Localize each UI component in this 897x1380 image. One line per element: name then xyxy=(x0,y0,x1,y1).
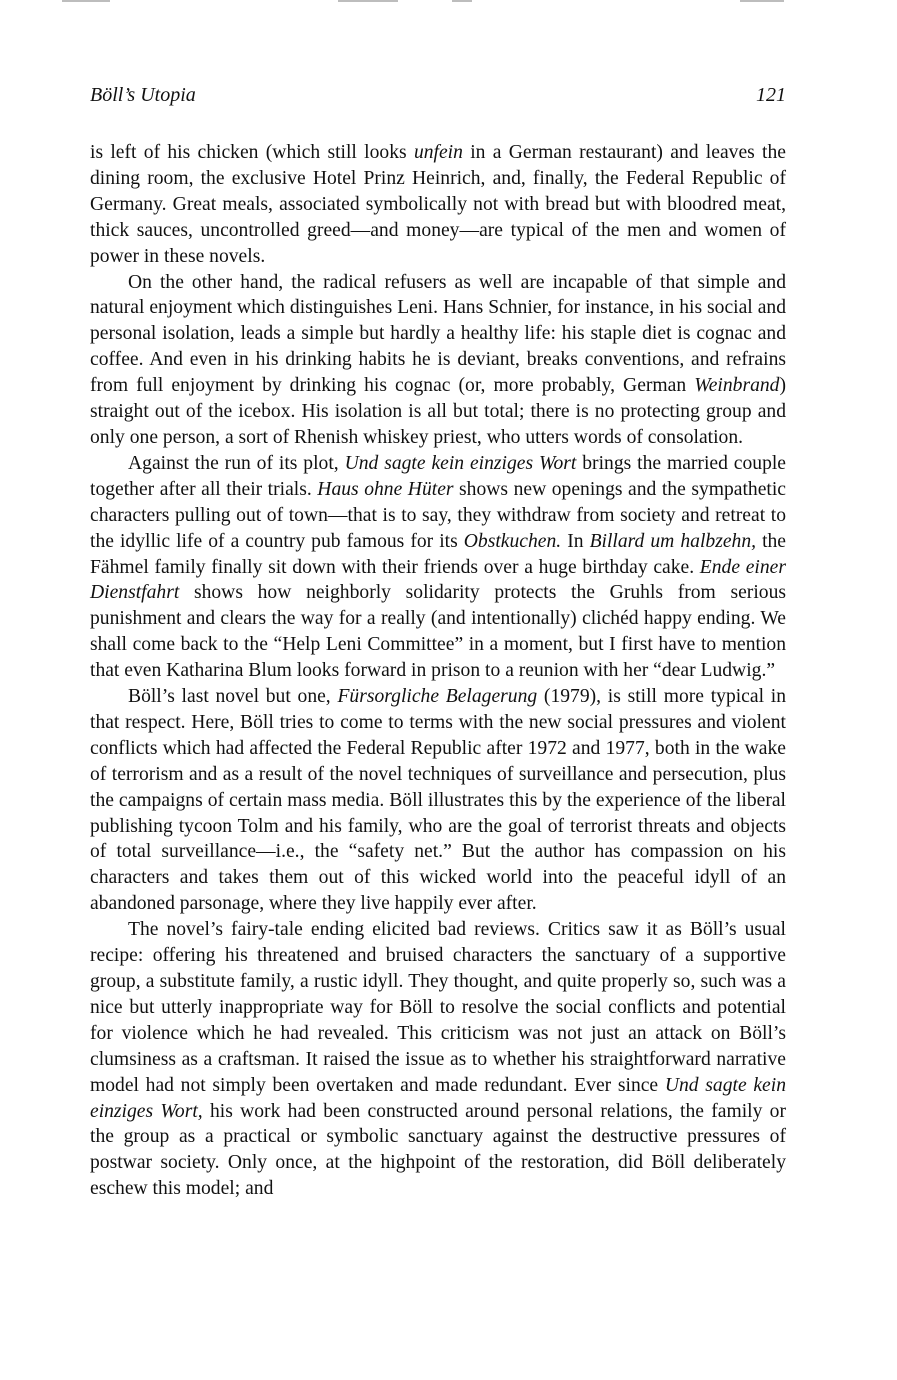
page-header xyxy=(90,84,786,118)
top-rule-center-right xyxy=(452,0,472,2)
text-run: Against the run of its plot, xyxy=(128,452,345,474)
italic-title: Ende einer Dienstfahrt xyxy=(90,556,786,604)
text-run: shows how neighborly solidarity protects the Gruhls from serious punishment and clears the way for a really (and intentionally) clichéd happy ending. We shall come back to the “Help Leni Committee” in a moment, but I first have to mention that even Katharina Blum looks forward in prison to a reunion with her “dear Ludwig.” xyxy=(90,582,786,682)
text-run: the Fähmel family finally sit down with their friends over a huge birthday cake. xyxy=(90,530,787,578)
italic-title: Und sagte kein einziges Wort, xyxy=(90,1074,786,1122)
text-run: his work had been constructed around personal relations, the family or the group as a practical or symbolic sanctuary against the destructive pressures of postwar society. Only once, at the highpoint of the restoration, did Böll deliberately eschew this model; and xyxy=(90,1100,786,1200)
italic-title: Haus ohne Hüter xyxy=(317,478,454,500)
paragraph xyxy=(90,917,786,1202)
text-run: (1979), is still more typical in that respect. Here, Böll tries to come to terms with the new social pressures and violent conflicts which had affected the Federal Republic after 1972 and 1977, both in the wake of terrorism and as a result of the novel techniques of surveillance and persecution, plus the campaigns of certain mass media. Böll illustrates this by the experience of the liberal publishing tycoon Tolm and his family, who are the goal of terrorist threats and objects of total surveillance—i.e., the “safety net.” But the author has compassion on his characters and takes them out of this wicked world into the peaceful idyll of an abandoned parsonage, where they live happily ever after. xyxy=(90,686,786,915)
text-run: ) straight out of the icebox. His isolation is all but total; there is no protecting group and only one person, a sort of Rhenish whiskey priest, who utters words of consolation. xyxy=(90,375,786,448)
top-rule-center xyxy=(338,0,398,2)
text-run: In xyxy=(561,530,590,552)
paragraph xyxy=(90,270,786,451)
page-number: 121 xyxy=(756,84,786,106)
book-page xyxy=(90,84,786,1202)
italic-title: Weinbrand xyxy=(694,375,780,397)
paragraph xyxy=(90,140,786,270)
text-run: brings the married couple together after all their trials. xyxy=(90,452,787,500)
text-run: shows new openings and the sympathetic characters pulling out of town—that is to say, they withdraw from society and retreat to the idyllic life of a country pub famous for its xyxy=(90,478,786,552)
top-rule-left xyxy=(62,0,110,2)
top-rule-right xyxy=(740,0,784,2)
text-run: is left of his chicken (which still looks xyxy=(90,142,414,163)
text-run: Böll’s last novel but one, xyxy=(128,686,338,708)
italic-title: Und sagte kein einziges Wort xyxy=(344,452,577,474)
text-run: in a German restaurant) and leaves the dining room, the exclusive Hotel Prinz Heinrich, and, finally, the Federal Republic of Germany. Great meals, associated symbolically not with bread but with bloodred meat, thick sauces, uncontrolled greed—and money—are typical of the men and women of power in these novels. xyxy=(90,142,786,267)
italic-title: Billard um halbzehn, xyxy=(589,530,757,552)
text-run: On the other hand, the radical refusers as well are incapable of that simple and natural enjoyment which distinguishes Leni. Hans Schnier, for instance, in his social and personal isolation, leads a simple but hardly a healthy life: his staple diet is cognac and coffee. And even in his drinking habits he is deviant, breaks conventions, and refrains from full enjoyment by drinking his cognac (or, more probably, German xyxy=(90,271,786,397)
text-run: The novel’s fairy-tale ending elicited bad reviews. Critics saw it as Böll’s usual recipe: offering his threatened and bruised characters the sanctuary of a supportive group, a substitute family, a rustic idyll. They thought, and quite properly so, such was a nice but utterly inappropriate way for Böll to resolve the social conflicts and potential for violence which he had revealed. This criticism was not just an attack on Böll’s clumsiness as a craftsman. It raised the issue as to whether his straightforward narrative model had not simply been overtaken and made redundant. Ever since xyxy=(90,919,786,1096)
body-text xyxy=(90,140,786,1202)
italic-title: Obstkuchen. xyxy=(463,530,562,552)
paragraph xyxy=(90,684,786,917)
running-head: Böll’s Utopia xyxy=(90,84,196,106)
italic-title: unfein xyxy=(413,142,463,163)
italic-title: Fürsorgliche Belagerung xyxy=(337,686,538,708)
paragraph xyxy=(90,451,786,684)
